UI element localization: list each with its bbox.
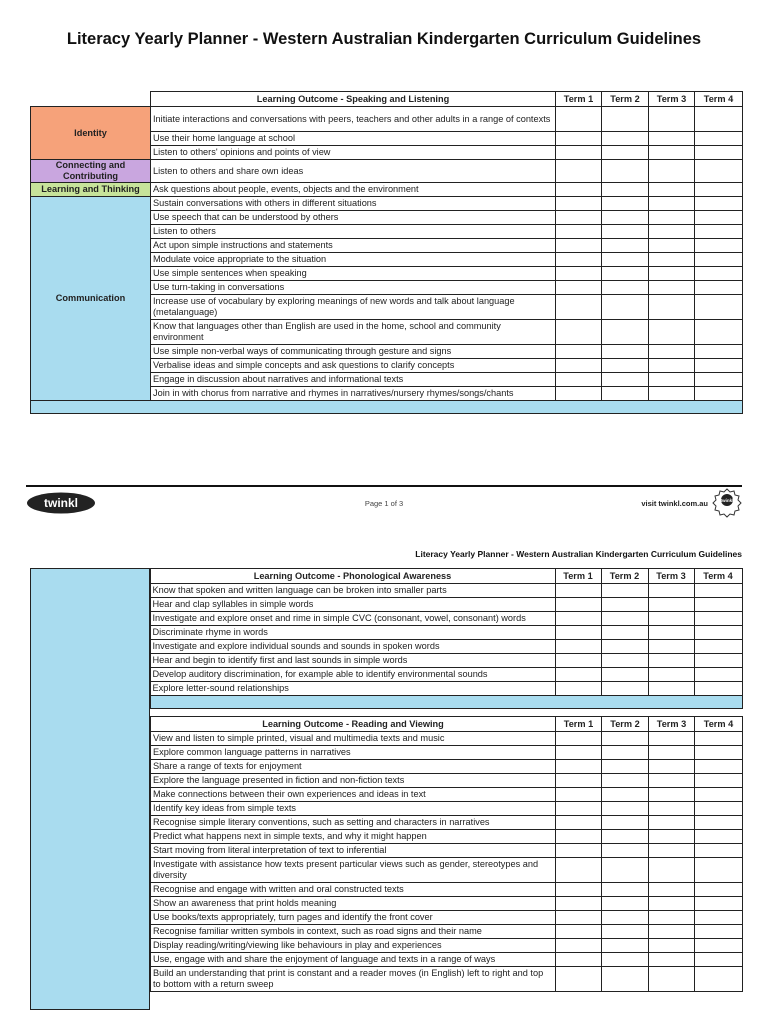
section-header: Learning Outcome - Phonological Awareness — [150, 569, 555, 584]
table-row — [151, 788, 743, 802]
term-checkbox-cell[interactable] — [556, 132, 602, 146]
term-checkbox-cell[interactable] — [602, 883, 649, 897]
term-checkbox-cell[interactable] — [556, 359, 602, 373]
term-checkbox-cell[interactable] — [556, 373, 602, 387]
term-checkbox-cell[interactable] — [649, 802, 695, 816]
term-checkbox-cell[interactable] — [601, 612, 648, 626]
outcome-text: Join in with chorus from narrative and rhymes in narratives/nursery rhymes/songs/chants — [151, 387, 556, 401]
term-checkbox-cell[interactable] — [649, 132, 695, 146]
term-checkbox-cell[interactable] — [695, 858, 743, 883]
term-checkbox-cell[interactable] — [556, 911, 602, 925]
term-checkbox-cell[interactable] — [602, 897, 649, 911]
term-checkbox-cell[interactable] — [556, 211, 602, 225]
outcome-text: Know that spoken and written language can be broken into smaller parts — [150, 584, 555, 598]
term-checkbox-cell[interactable] — [602, 160, 649, 183]
table-row — [30, 598, 742, 612]
term-checkbox-cell[interactable] — [649, 146, 695, 160]
section-end-bar — [31, 401, 743, 414]
category-label: Learning and Thinking — [31, 183, 151, 197]
term-checkbox-cell[interactable] — [601, 626, 648, 640]
term-checkbox-cell[interactable] — [556, 788, 602, 802]
table-row — [151, 858, 743, 883]
term-checkbox-cell[interactable] — [695, 197, 743, 211]
term-checkbox-cell[interactable] — [556, 345, 602, 359]
term-checkbox-cell[interactable] — [695, 816, 743, 830]
term-checkbox-cell[interactable] — [602, 197, 649, 211]
term-checkbox-cell[interactable] — [695, 239, 743, 253]
page2-header: Literacy Yearly Planner - Western Australian Kindergarten Curriculum Guidelines — [415, 549, 742, 559]
term-checkbox-cell[interactable] — [695, 253, 743, 267]
outcome-text: Develop auditory discrimination, for example able to identify environmental sounds — [150, 668, 555, 682]
term-checkbox-cell[interactable] — [649, 788, 695, 802]
table-row — [30, 682, 742, 696]
term-checkbox-cell[interactable] — [602, 774, 649, 788]
term-checkbox-cell[interactable] — [556, 183, 602, 197]
term-checkbox-cell[interactable] — [602, 107, 649, 132]
term-checkbox-cell[interactable] — [695, 802, 743, 816]
term-checkbox-cell[interactable] — [695, 788, 743, 802]
table-row — [30, 668, 742, 682]
term-checkbox-cell[interactable] — [695, 160, 743, 183]
table-row — [151, 830, 743, 844]
term-checkbox-cell[interactable] — [649, 373, 695, 387]
term-checkbox-cell[interactable] — [695, 883, 743, 897]
category-cell — [30, 612, 150, 626]
svg-text:twinkl: twinkl — [43, 496, 79, 510]
term-header: Term 4 — [695, 92, 743, 107]
term-header: Term 3 — [649, 717, 695, 732]
outcome-text: Sustain conversations with others in different situations — [151, 197, 556, 211]
page-title: Literacy Yearly Planner - Western Australian Kindergarten Curriculum Guidelines — [66, 30, 702, 48]
term-checkbox-cell[interactable] — [648, 584, 694, 598]
term-checkbox-cell[interactable] — [649, 160, 695, 183]
term-checkbox-cell[interactable] — [555, 598, 601, 612]
table-row — [30, 640, 742, 654]
table-row — [151, 732, 743, 746]
term-checkbox-cell[interactable] — [556, 844, 602, 858]
term-checkbox-cell[interactable] — [649, 816, 695, 830]
outcome-text: Recognise familiar written symbols in context, such as road signs and their name — [151, 925, 556, 939]
term-checkbox-cell[interactable] — [648, 598, 694, 612]
term-checkbox-cell[interactable] — [649, 320, 695, 345]
term-checkbox-cell[interactable] — [695, 387, 743, 401]
outcome-text: Build an understanding that print is constant and a reader moves (in English) left to right and top to bottom with a return sweep — [151, 967, 556, 992]
term-checkbox-cell[interactable] — [556, 295, 602, 320]
term-checkbox-cell[interactable] — [602, 732, 649, 746]
outcome-text: Use turn-taking in conversations — [151, 281, 556, 295]
term-checkbox-cell[interactable] — [695, 844, 743, 858]
term-checkbox-cell[interactable] — [695, 830, 743, 844]
term-checkbox-cell[interactable] — [694, 626, 742, 640]
term-checkbox-cell[interactable] — [556, 760, 602, 774]
term-header: Term 3 — [648, 569, 694, 584]
term-checkbox-cell[interactable] — [649, 897, 695, 911]
term-checkbox-cell[interactable] — [695, 939, 743, 953]
term-checkbox-cell[interactable] — [694, 640, 742, 654]
outcome-text: Investigate and explore individual sounds and sounds in spoken words — [150, 640, 555, 654]
table-row — [151, 953, 743, 967]
term-checkbox-cell[interactable] — [556, 267, 602, 281]
term-checkbox-cell[interactable] — [649, 197, 695, 211]
term-checkbox-cell[interactable] — [648, 626, 694, 640]
table-row — [31, 160, 743, 183]
term-checkbox-cell[interactable] — [695, 774, 743, 788]
term-checkbox-cell[interactable] — [602, 267, 649, 281]
term-checkbox-cell[interactable] — [556, 858, 602, 883]
category-label: Communication — [31, 197, 151, 401]
term-header: Term 1 — [556, 717, 602, 732]
outcome-text: Listen to others and share own ideas — [151, 160, 556, 183]
term-checkbox-cell[interactable] — [649, 746, 695, 760]
term-checkbox-cell[interactable] — [602, 802, 649, 816]
outcome-text: Make connections between their own experiences and ideas in text — [151, 788, 556, 802]
term-checkbox-cell[interactable] — [602, 183, 649, 197]
outcome-text: Know that languages other than English are used in the home, school and community environment — [151, 320, 556, 345]
table-row — [30, 584, 742, 598]
term-checkbox-cell[interactable] — [695, 295, 743, 320]
outcome-text: Use, engage with and share the enjoyment of language and texts in a range of ways — [151, 953, 556, 967]
outcome-text: Use their home language at school — [151, 132, 556, 146]
term-checkbox-cell[interactable] — [556, 107, 602, 132]
term-checkbox-cell[interactable] — [556, 802, 602, 816]
term-checkbox-cell[interactable] — [649, 225, 695, 239]
term-checkbox-cell[interactable] — [649, 281, 695, 295]
section-header: Learning Outcome - Reading and Viewing — [151, 717, 556, 732]
term-checkbox-cell[interactable] — [695, 267, 743, 281]
term-checkbox-cell[interactable] — [556, 953, 602, 967]
term-checkbox-cell[interactable] — [648, 682, 694, 696]
term-checkbox-cell[interactable] — [602, 911, 649, 925]
table-row — [151, 925, 743, 939]
term-checkbox-cell[interactable] — [695, 373, 743, 387]
term-checkbox-cell[interactable] — [695, 107, 743, 132]
table-row — [151, 883, 743, 897]
outcome-text: Show an awareness that print holds meaning — [151, 897, 556, 911]
term-checkbox-cell[interactable] — [602, 373, 649, 387]
term-checkbox-cell[interactable] — [602, 146, 649, 160]
outcome-text: Act upon simple instructions and statements — [151, 239, 556, 253]
outcome-text: Investigate and explore onset and rime in simple CVC (consonant, vowel, consonant) words — [150, 612, 555, 626]
term-checkbox-cell[interactable] — [649, 858, 695, 883]
term-checkbox-cell[interactable] — [602, 281, 649, 295]
category-label: Connecting and Contributing — [31, 160, 151, 183]
term-checkbox-cell[interactable] — [556, 774, 602, 788]
term-checkbox-cell[interactable] — [695, 132, 743, 146]
term-checkbox-cell[interactable] — [649, 345, 695, 359]
term-checkbox-cell[interactable] — [602, 788, 649, 802]
outcome-text: Hear and begin to identify first and last sounds in simple words — [150, 654, 555, 668]
category-cell — [30, 626, 150, 640]
outcome-text: View and listen to simple printed, visual and multimedia texts and music — [151, 732, 556, 746]
term-checkbox-cell[interactable] — [556, 746, 602, 760]
term-checkbox-cell[interactable] — [695, 760, 743, 774]
term-checkbox-cell[interactable] — [695, 183, 743, 197]
term-checkbox-cell[interactable] — [555, 640, 601, 654]
speaking-listening-table — [30, 91, 743, 414]
outcome-text: Display reading/writing/viewing like behaviours in play and experiences — [151, 939, 556, 953]
term-checkbox-cell[interactable] — [556, 253, 602, 267]
term-checkbox-cell[interactable] — [601, 668, 648, 682]
term-checkbox-cell[interactable] — [556, 197, 602, 211]
outcome-text: Listen to others' opinions and points of view — [151, 146, 556, 160]
term-checkbox-cell[interactable] — [602, 816, 649, 830]
term-checkbox-cell[interactable] — [649, 844, 695, 858]
term-checkbox-cell[interactable] — [602, 953, 649, 967]
outcome-text: Predict what happens next in simple texts, and why it might happen — [151, 830, 556, 844]
outcome-text: Identify key ideas from simple texts — [151, 802, 556, 816]
table-row — [151, 802, 743, 816]
term-checkbox-cell[interactable] — [602, 746, 649, 760]
term-checkbox-cell[interactable] — [649, 295, 695, 320]
outcome-text: Use simple sentences when speaking — [151, 267, 556, 281]
term-checkbox-cell[interactable] — [602, 830, 649, 844]
term-checkbox-cell[interactable] — [694, 682, 742, 696]
table-row — [31, 183, 743, 197]
term-checkbox-cell[interactable] — [602, 239, 649, 253]
term-checkbox-cell[interactable] — [602, 858, 649, 883]
term-checkbox-cell[interactable] — [649, 883, 695, 897]
term-checkbox-cell[interactable] — [694, 584, 742, 598]
outcome-text: Explore common language patterns in narratives — [151, 746, 556, 760]
term-checkbox-cell[interactable] — [649, 774, 695, 788]
term-checkbox-cell[interactable] — [555, 612, 601, 626]
table-row — [31, 107, 743, 132]
term-checkbox-cell[interactable] — [556, 387, 602, 401]
outcome-text: Modulate voice appropriate to the situation — [151, 253, 556, 267]
section-header: Learning Outcome - Speaking and Listening — [151, 92, 556, 107]
term-checkbox-cell[interactable] — [649, 953, 695, 967]
table-row — [31, 197, 743, 211]
category-cell — [30, 654, 150, 668]
term-checkbox-cell[interactable] — [649, 211, 695, 225]
table-row — [151, 746, 743, 760]
term-checkbox-cell[interactable] — [694, 598, 742, 612]
term-checkbox-cell[interactable] — [695, 897, 743, 911]
term-header: Term 4 — [694, 569, 742, 584]
term-checkbox-cell[interactable] — [695, 225, 743, 239]
term-checkbox-cell[interactable] — [602, 925, 649, 939]
term-checkbox-cell[interactable] — [602, 939, 649, 953]
term-checkbox-cell[interactable] — [555, 626, 601, 640]
category-cell — [30, 640, 150, 654]
term-checkbox-cell[interactable] — [695, 281, 743, 295]
outcome-text: Hear and clap syllables in simple words — [150, 598, 555, 612]
term-checkbox-cell[interactable] — [649, 387, 695, 401]
term-checkbox-cell[interactable] — [649, 732, 695, 746]
term-checkbox-cell[interactable] — [602, 387, 649, 401]
term-checkbox-cell[interactable] — [649, 967, 695, 992]
term-checkbox-cell[interactable] — [556, 925, 602, 939]
outcome-text: Share a range of texts for enjoyment — [151, 760, 556, 774]
outcome-text: Recognise simple literary conventions, such as setting and characters in narratives — [151, 816, 556, 830]
term-checkbox-cell[interactable] — [602, 132, 649, 146]
term-checkbox-cell[interactable] — [601, 682, 648, 696]
footer-divider — [26, 485, 742, 487]
reading-viewing-table — [150, 716, 743, 992]
term-checkbox-cell[interactable] — [556, 225, 602, 239]
svg-text:twinkl: twinkl — [720, 498, 734, 503]
term-checkbox-cell[interactable] — [649, 925, 695, 939]
term-checkbox-cell[interactable] — [602, 760, 649, 774]
term-checkbox-cell[interactable] — [695, 359, 743, 373]
term-checkbox-cell[interactable] — [695, 345, 743, 359]
term-checkbox-cell[interactable] — [555, 584, 601, 598]
table-row — [151, 760, 743, 774]
category-cell — [30, 668, 150, 682]
approved-badge-icon — [712, 488, 742, 518]
term-checkbox-cell[interactable] — [694, 612, 742, 626]
term-checkbox-cell[interactable] — [555, 654, 601, 668]
term-checkbox-cell[interactable] — [556, 967, 602, 992]
term-checkbox-cell[interactable] — [601, 598, 648, 612]
phonological-awareness-table — [30, 568, 743, 709]
term-checkbox-cell[interactable] — [648, 640, 694, 654]
term-checkbox-cell[interactable] — [602, 320, 649, 345]
outcome-text: Discriminate rhyme in words — [150, 626, 555, 640]
term-checkbox-cell[interactable] — [649, 359, 695, 373]
term-checkbox-cell[interactable] — [556, 883, 602, 897]
term-checkbox-cell[interactable] — [695, 911, 743, 925]
category-cell — [30, 598, 150, 612]
outcome-text: Increase use of vocabulary by exploring meanings of new words and talk about language (metalanguage) — [151, 295, 556, 320]
table-row — [151, 774, 743, 788]
term-checkbox-cell[interactable] — [556, 830, 602, 844]
term-checkbox-cell[interactable] — [602, 211, 649, 225]
term-checkbox-cell[interactable] — [602, 359, 649, 373]
term-checkbox-cell[interactable] — [648, 612, 694, 626]
term-checkbox-cell[interactable] — [695, 320, 743, 345]
category-cell — [30, 584, 150, 598]
term-checkbox-cell[interactable] — [649, 239, 695, 253]
outcome-text: Use speech that can be understood by others — [151, 211, 556, 225]
outcome-text: Use simple non-verbal ways of communicating through gesture and signs — [151, 345, 556, 359]
term-checkbox-cell[interactable] — [695, 967, 743, 992]
term-checkbox-cell[interactable] — [556, 897, 602, 911]
term-header: Term 2 — [602, 717, 649, 732]
term-header: Term 1 — [555, 569, 601, 584]
outcome-text: Verbalise ideas and simple concepts and ask questions to clarify concepts — [151, 359, 556, 373]
outcome-text: Engage in discussion about narratives and informational texts — [151, 373, 556, 387]
term-header: Term 1 — [556, 92, 602, 107]
outcome-text: Initiate interactions and conversations with peers, teachers and other adults in a range of contexts — [151, 107, 556, 132]
term-checkbox-cell[interactable] — [601, 654, 648, 668]
term-checkbox-cell[interactable] — [694, 654, 742, 668]
term-checkbox-cell[interactable] — [556, 732, 602, 746]
category-cell — [30, 682, 150, 696]
term-checkbox-cell[interactable] — [602, 295, 649, 320]
table-row — [30, 626, 742, 640]
outcome-text: Listen to others — [151, 225, 556, 239]
term-checkbox-cell[interactable] — [695, 146, 743, 160]
blank-corner — [30, 569, 150, 584]
table-row — [151, 844, 743, 858]
term-checkbox-cell[interactable] — [649, 253, 695, 267]
term-header: Term 3 — [649, 92, 695, 107]
outcome-text: Investigate with assistance how texts present particular views such as gender, stereotypes and diversity — [151, 858, 556, 883]
term-header: Term 2 — [601, 569, 648, 584]
term-checkbox-cell[interactable] — [602, 967, 649, 992]
term-checkbox-cell[interactable] — [556, 146, 602, 160]
table-row — [151, 816, 743, 830]
term-checkbox-cell[interactable] — [649, 760, 695, 774]
term-checkbox-cell[interactable] — [555, 668, 601, 682]
outcome-text: Explore the language presented in fiction and non-fiction texts — [151, 774, 556, 788]
term-checkbox-cell[interactable] — [649, 939, 695, 953]
table-row — [151, 911, 743, 925]
outcome-text: Ask questions about people, events, objects and the environment — [151, 183, 556, 197]
term-checkbox-cell[interactable] — [649, 183, 695, 197]
outcome-text: Use books/texts appropriately, turn pages and identify the front cover — [151, 911, 556, 925]
table-row — [151, 897, 743, 911]
term-checkbox-cell[interactable] — [602, 844, 649, 858]
term-checkbox-cell[interactable] — [695, 925, 743, 939]
page-number: Page 1 of 3 — [364, 499, 404, 508]
term-checkbox-cell[interactable] — [602, 345, 649, 359]
section-end-bar — [150, 696, 742, 709]
outcome-text: Recognise and engage with written and oral constructed texts — [151, 883, 556, 897]
term-checkbox-cell[interactable] — [555, 682, 601, 696]
term-checkbox-cell[interactable] — [556, 160, 602, 183]
term-checkbox-cell[interactable] — [602, 253, 649, 267]
term-checkbox-cell[interactable] — [556, 320, 602, 345]
blank-corner — [31, 92, 151, 107]
term-checkbox-cell[interactable] — [695, 746, 743, 760]
term-checkbox-cell[interactable] — [695, 732, 743, 746]
outcome-text: Start moving from literal interpretation of text to inferential — [151, 844, 556, 858]
term-checkbox-cell[interactable] — [556, 816, 602, 830]
term-header: Term 4 — [695, 717, 743, 732]
term-checkbox-cell[interactable] — [695, 953, 743, 967]
term-checkbox-cell[interactable] — [602, 225, 649, 239]
term-checkbox-cell[interactable] — [649, 830, 695, 844]
term-checkbox-cell[interactable] — [556, 239, 602, 253]
term-checkbox-cell[interactable] — [556, 939, 602, 953]
category-label: Identity — [31, 107, 151, 160]
table-row — [30, 612, 742, 626]
category-cell — [30, 696, 150, 709]
term-checkbox-cell[interactable] — [648, 668, 694, 682]
table-row — [151, 939, 743, 953]
term-header: Term 2 — [602, 92, 649, 107]
term-checkbox-cell[interactable] — [649, 267, 695, 281]
term-checkbox-cell[interactable] — [601, 640, 648, 654]
term-checkbox-cell[interactable] — [695, 211, 743, 225]
visit-link[interactable]: visit twinkl.com.au — [641, 499, 708, 508]
table-row — [30, 654, 742, 668]
term-checkbox-cell[interactable] — [601, 584, 648, 598]
term-checkbox-cell[interactable] — [648, 654, 694, 668]
term-checkbox-cell[interactable] — [556, 281, 602, 295]
outcome-text: Explore letter-sound relationships — [150, 682, 555, 696]
term-checkbox-cell[interactable] — [649, 107, 695, 132]
term-checkbox-cell[interactable] — [694, 668, 742, 682]
table-row — [151, 967, 743, 992]
term-checkbox-cell[interactable] — [649, 911, 695, 925]
